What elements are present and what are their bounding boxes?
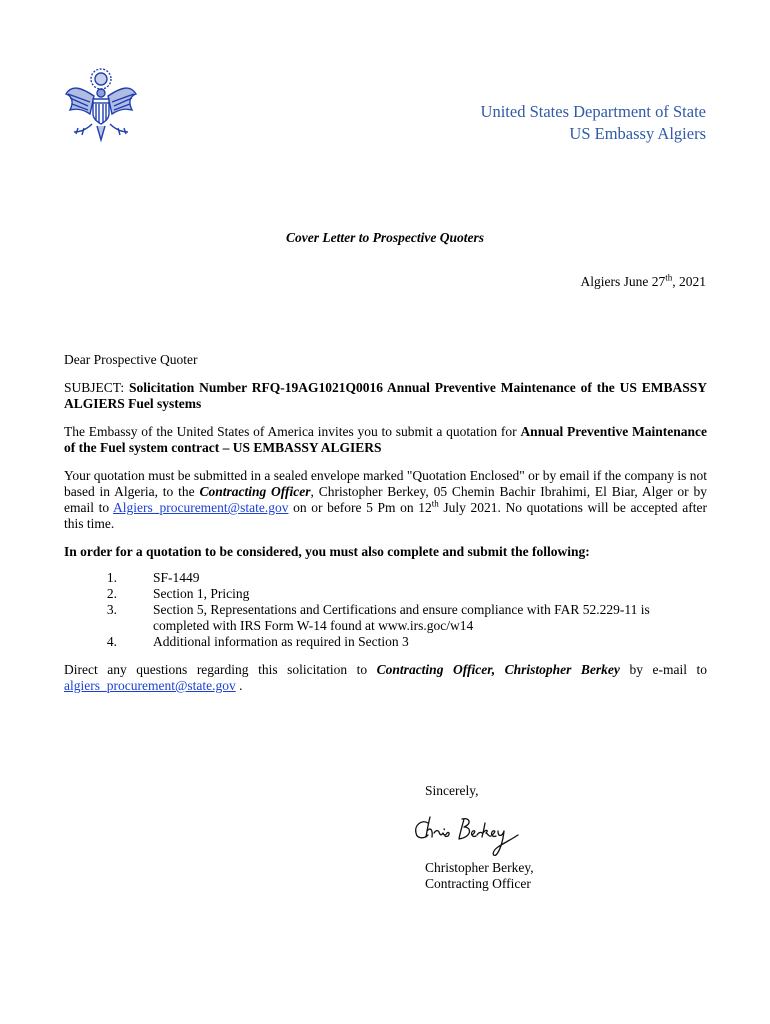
questions-paragraph: [64, 662, 707, 694]
contracting-officer-title: Contracting Officer: [199, 484, 311, 499]
salutation: Dear Prospective Quoter: [64, 352, 198, 367]
submission-part4: July 2021. No quotations will be accepted after this time.: [64, 500, 707, 531]
embassy-name: US Embassy Algiers: [569, 124, 706, 143]
questions-text: Direct any questions regarding this solicitation to: [64, 662, 377, 677]
procurement-email-link[interactable]: Algiers_procurement@state.gov: [112, 500, 289, 515]
list-item-number: 4.: [106, 634, 117, 649]
questions-email-link[interactable]: algiers_procurement@state.gov: [64, 678, 236, 693]
date-year: , 2021: [672, 274, 706, 289]
submission-paragraph: [64, 468, 707, 532]
questions-end: .: [235, 678, 243, 693]
submission-part3: on or before 5 Pm on 12: [288, 500, 432, 515]
requirements-heading-text: In order for a quotation to be considered, you must also complete and submit the following:: [64, 544, 590, 559]
list-item-text: SF-1449: [153, 570, 200, 585]
cover-title: Cover Letter to Prospective Quoters: [286, 230, 484, 245]
letter-date: [580, 274, 706, 290]
requirements-heading: [64, 544, 707, 560]
subject-label: SUBJECT:: [64, 380, 129, 395]
list-item-number: 2.: [106, 586, 117, 601]
department-name: United States Department of State: [480, 102, 706, 121]
letter-body: [64, 352, 707, 694]
list-item: [64, 602, 707, 634]
signer-title: Contracting Officer: [425, 876, 531, 891]
subject-line: [64, 380, 707, 412]
signature-image: [412, 815, 540, 857]
list-item: [64, 570, 707, 586]
date-prefix: Algiers June 27: [580, 274, 666, 289]
invitation-paragraph: [64, 424, 707, 456]
closing: Sincerely,: [425, 783, 479, 798]
date-suffix: th: [665, 272, 673, 283]
list-item-number: 1.: [106, 570, 117, 585]
questions-officer: Contracting Officer, Christopher Berkey: [376, 662, 620, 677]
list-item: [64, 634, 707, 650]
submission-part2: , Christopher Berkey, 05 Chemin Bachir Ibrahimi, El Biar, Alger or by email to: [64, 484, 707, 515]
list-item-text: Section 1, Pricing: [153, 586, 250, 601]
submission-sup: th: [431, 498, 439, 509]
submission-part1: Your quotation must be submitted in a sealed envelope marked "Quotation Enclosed" or by email if the company is not based in Algeria, to the: [64, 468, 707, 499]
letterhead: [481, 101, 706, 145]
invitation-text: The Embassy of the United States of America invites you to submit a quotation for: [64, 424, 521, 439]
subject-text: Solicitation Number RFQ-19AG1021Q0016 Annual Preventive Maintenance of the US EMBASSY ALGIERS Fuel systems: [64, 380, 707, 411]
list-item: [64, 586, 707, 602]
great-seal-eagle-icon: [64, 66, 138, 146]
questions-after: by e-mail to: [619, 662, 707, 677]
list-item-text: Additional information as required in Section 3: [153, 634, 409, 649]
requirements-list: [64, 570, 707, 650]
list-item-text: Section 5, Representations and Certifications and ensure compliance with FAR 52.229-11 is completed with IRS Form W-14 found at www.irs.goc/w14: [153, 602, 650, 633]
list-item-number: 3.: [106, 602, 117, 617]
invitation-contract: Annual Preventive Maintenance of the Fuel system contract – US EMBASSY ALGIERS: [64, 424, 707, 455]
signer-name: Christopher Berkey,: [425, 860, 534, 875]
signer-block: [425, 860, 534, 892]
